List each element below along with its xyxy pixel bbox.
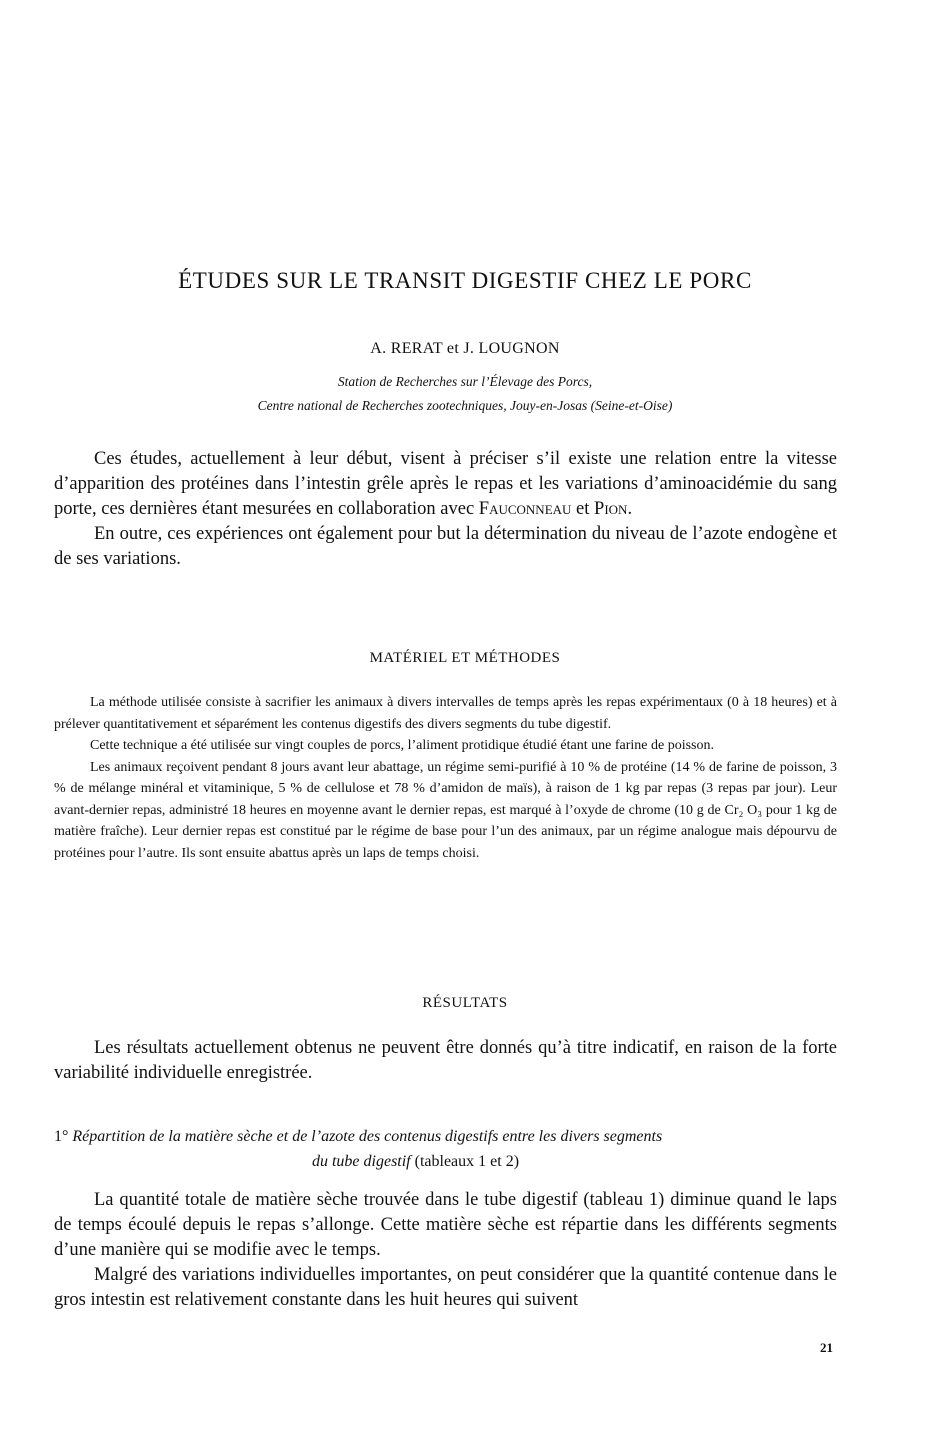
section-heading-methods: MATÉRIEL ET MÉTHODES [369, 650, 561, 666]
methods-paragraph-3: Les animaux reçoivent pendant 8 jours avant leur abattage, un régime semi-purifié à 10 % de protéine (14 % de farine de poisson, 3 % de mélange minéral et vitaminique, 5 % de cellulose et 78 % d’amidon de maïs), à raison de 1 kg par repas (3 repas par jour). Leur avant-dernier repas, administré 18 heures en moyenne avant le dernier repas, est marqué à l’oxyde de chrome (10 g de Cr₂ O₃ pour 1 kg de matière fraîche). Leur dernier repas est constitué par le régime de base pour l’un des animaux, par un régime analogue mais dépourvu de protéines pour l’autre. Ils sont ensuite abattus après un laps de temps choisi. [54, 759, 837, 861]
page-number: 21 [820, 1340, 833, 1355]
subsection-table-ref: (tableaux 1 et 2) [410, 1153, 520, 1170]
results-paragraph-3: Malgré des variations individuelles importantes, on peut considérer que la quantité contenue dans le gros intestin est relativement constante dans les huit heures qui suivent [54, 1265, 837, 1310]
methods-text [54, 692, 837, 864]
article-title: ÉTUDES SUR LE TRANSIT DIGESTIF CHEZ LE PORC [178, 268, 752, 293]
intro-paragraph-1: Ces études, actuellement à leur début, visent à préciser s’il existe une relation entre la vitesse d’apparition des protéines dans l’intestin grêle après le repas et les variations d’aminoacidémie du sang porte, ces dernières étant mesurées en collaboration avec Fauconneau et Pion. [54, 449, 837, 519]
affiliation-line-2: Centre national de Recherches zootechniques, Jouy-en-Josas (Seine-et-Oise) [257, 398, 673, 413]
results-intro [54, 1036, 837, 1086]
methods-paragraph-2: Cette technique a été utilisée sur vingt couples de porcs, l’aliment protidique étudié étant une farine de poisson. [90, 738, 714, 753]
affiliation-line-1: Station de Recherches sur l’Élevage des Porcs, [337, 374, 593, 389]
subsection-title-line-2: du tube digestif [311, 1153, 411, 1170]
subsection-number: 1° [54, 1128, 69, 1145]
subsection-title-line-1: Répartition de la matière sèche et de l’azote des contenus digestifs entre les divers segments [72, 1128, 663, 1145]
authors: A. RERAT et J. LOUGNON [370, 340, 560, 357]
results-body [54, 1188, 837, 1313]
author-name-pion: Pion [594, 499, 628, 519]
subsection-heading [54, 1124, 837, 1174]
methods-paragraph-1: La méthode utilisée consiste à sacrifier les animaux à divers intervalles de temps après les repas expérimentaux (0 à 18 heures) et à prélever quantitativement et séparément les contenus digestifs des divers segments du tube digestif. [54, 695, 837, 732]
intro-paragraph-2: En outre, ces expériences ont également pour but la détermination du niveau de l’azote endogène et de ses variations. [54, 524, 837, 569]
results-paragraph-1: Les résultats actuellement obtenus ne peuvent être donnés qu’à titre indicatif, en raison de la forte variabilité individuelle enregistrée. [54, 1038, 837, 1083]
section-heading-results: RÉSULTATS [422, 995, 508, 1011]
author-name-fauconneau: Fauconneau [478, 499, 572, 519]
intro-text [54, 447, 837, 572]
results-paragraph-2: La quantité totale de matière sèche trouvée dans le tube digestif (tableau 1) diminue quand le laps de temps écoulé depuis le repas s’allonge. Cette matière sèche est répartie dans les différents segments d’une manière qui se modifie avec le temps. [54, 1190, 837, 1260]
